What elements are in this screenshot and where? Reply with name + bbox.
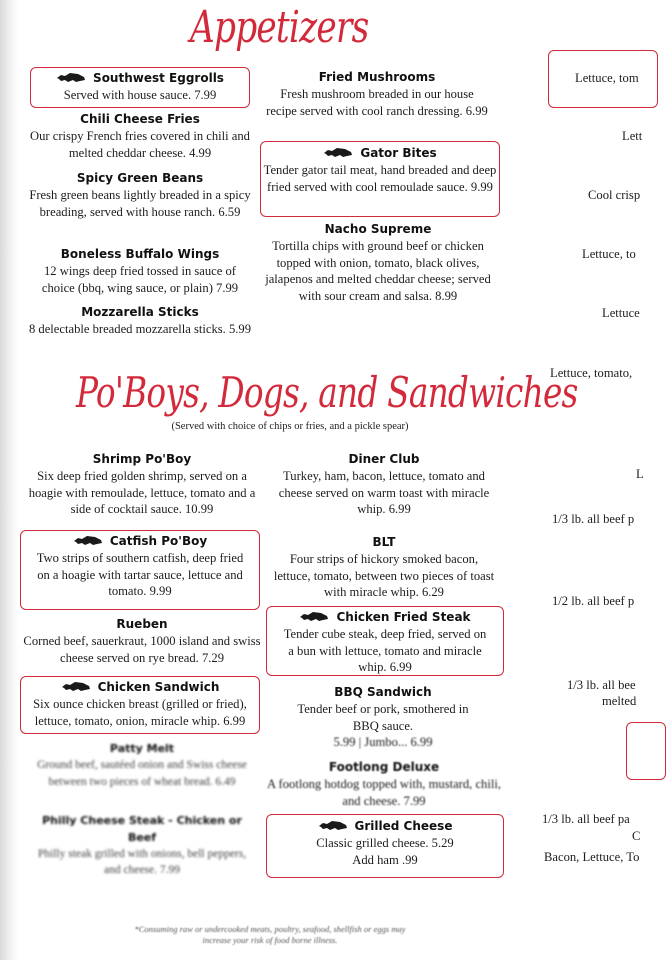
cropped-text-line: 1/3 lb. all beef p: [552, 512, 635, 526]
sandwiches-heading: Po'Boys, Dogs, and Sandwiches: [76, 368, 578, 417]
menu-item-spicy-green-beans: [28, 170, 252, 220]
cropped-text-line: melted: [602, 694, 637, 708]
item-name: Chicken Fried Steak: [336, 610, 471, 624]
menu-item-chicken-fried-steak: [266, 606, 504, 676]
item-name: Boneless Buffalo Wings: [60, 247, 220, 261]
menu-item-southwest-eggrolls: [30, 67, 250, 108]
menu-item-footlong-deluxe: [266, 759, 502, 809]
item-desc: Tender beef or pork, smothered in BBQ sauce.: [297, 702, 469, 733]
item-desc: Turkey, ham, bacon, lettuce, tomato and cheese served on warm toast with miracle whip. 6.99: [278, 469, 490, 516]
item-name: Chili Cheese Fries: [80, 112, 200, 126]
menu-item-rueben: [22, 616, 262, 666]
razorback-hog-icon: [73, 535, 103, 546]
item-name: Grilled Cheese: [354, 819, 453, 833]
item-desc: Fresh green beans lightly breaded in a spicy breading, served with house ranch. 6.59: [29, 188, 251, 219]
item-name: Fried Mushrooms: [318, 70, 436, 84]
item-name: Shrimp Po'Boy: [92, 452, 192, 466]
cropped-text-line: L: [636, 467, 644, 481]
item-name: Diner Club: [348, 452, 420, 466]
item-name: Footlong Deluxe: [328, 760, 440, 774]
cropped-text-line: Cool crisp: [588, 188, 641, 202]
menu-item-blt: [272, 534, 496, 601]
item-name: Spicy Green Beans: [76, 171, 204, 185]
menu-item-catfish-poboy: [20, 530, 260, 610]
item-name: Chicken Sandwich: [97, 680, 220, 694]
cropped-text-line: 1/2 lb. all beef p: [552, 594, 635, 608]
item-name: Philly Cheese Steak - Chicken or Beef: [42, 814, 242, 844]
item-desc: Fresh mushroom breaded in our house recipe served with cool ranch dressing. 6.99: [266, 87, 488, 118]
item-desc: Two strips of southern catfish, deep fried on a hoagie with tartar sauce, lettuce and tomato. 9.99: [36, 551, 244, 598]
item-desc: Four strips of hickory smoked bacon, lettuce, tomato, between two pieces of toast with miracle whip. 6.29: [273, 552, 495, 599]
item-desc: 12 wings deep fried tossed in sauce of choice (bbq, wing sauce, or plain) 7.99: [41, 264, 239, 295]
item-desc: 8 delectable breaded mozzarella sticks. 5.99: [28, 322, 252, 336]
item-desc: Philly steak grilled with onions, bell peppers, and cheese. 7.99: [37, 848, 247, 876]
menu-item-grilled-cheese: [266, 814, 504, 878]
menu-item-diner-club: [272, 451, 496, 518]
menu-item-chicken-sandwich: [20, 676, 260, 734]
menu-item-philly-cheese-steak: [34, 812, 250, 878]
razorback-hog-icon: [318, 820, 348, 831]
cropped-text-line: C: [632, 829, 641, 843]
cropped-text-line: Lettuce, tomato,: [550, 366, 633, 380]
menu-item-bbq-sandwich: [290, 684, 476, 751]
item-desc: Tender cube steak, deep fried, served on a bun with lettuce, tomato and miracle whip. 6.99: [283, 627, 487, 674]
cropped-text-line: Lettuce, to: [582, 247, 636, 261]
menu-item-nacho-supreme: [264, 221, 492, 304]
item-desc: Classic grilled cheese. 5.29: [316, 836, 454, 850]
item-desc: Corned beef, sauerkraut, 1000 island and swiss cheese served on rye bread. 7.29: [23, 634, 261, 665]
item-name: Catfish Po'Boy: [109, 534, 208, 548]
cropped-text-line: Lettuce, tom: [575, 71, 639, 85]
razorback-hog-icon: [323, 147, 353, 158]
consumption-warning-footnote: *Consuming raw or undercooked meats, poultry, seafood, shellfish or eggs may increase your risk of food borne illness.: [134, 924, 406, 945]
item-name: Southwest Eggrolls: [93, 71, 224, 85]
item-name: Rueben: [116, 617, 168, 631]
razorback-hog-icon: [299, 611, 329, 622]
menu-item-boneless-buffalo-wings: [28, 246, 252, 296]
item-desc: Our crispy French fries covered in chili and melted cheddar cheese. 4.99: [30, 129, 250, 160]
item-desc: Tortilla chips with ground beef or chicken topped with onion, tomato, black olives, jalapenos and melted cheddar cheese; served with sour cream and salsa. 8.99: [265, 239, 491, 303]
menu-item-fried-mushrooms: [266, 69, 488, 119]
item-price: 5.99 | Jumbo... 6.99: [333, 735, 433, 749]
item-desc: Ground beef, sautéed onion and Swiss cheese between two pieces of wheat bread. 6.49: [37, 759, 247, 788]
featured-box: [626, 722, 666, 780]
item-name: Gator Bites: [360, 146, 437, 160]
item-desc: A footlong hotdog topped with, mustard, chili, and cheese. 7.99: [266, 777, 502, 808]
sandwiches-serving-note: (Served with choice of chips or fries, and a pickle spear): [171, 421, 409, 432]
item-desc: Six ounce chicken breast (grilled or fried), lettuce, tomato, onion, miracle whip. 6.99: [33, 697, 247, 728]
cropped-text-line: Lettuce: [602, 306, 640, 320]
menu-item-shrimp-poboy: [24, 451, 260, 518]
item-desc: Served with house sauce. 7.99: [63, 88, 217, 102]
razorback-hog-icon: [56, 72, 86, 83]
item-name: BBQ Sandwich: [334, 685, 432, 699]
razorback-hog-icon: [61, 681, 91, 692]
cropped-text-line: Bacon, Lettuce, To: [544, 850, 640, 864]
menu-item-patty-melt: [34, 740, 250, 791]
appetizers-heading: Appetizers: [190, 2, 369, 53]
cropped-text-line: 1/3 lb. all beef pa: [542, 812, 630, 826]
cropped-text-line: 1/3 lb. all bee: [567, 678, 636, 692]
menu-item-gator-bites: [260, 141, 500, 217]
cropped-text-line: Lett: [622, 129, 643, 143]
menu-item-chili-cheese-fries: [30, 111, 250, 161]
item-desc: Six deep fried golden shrimp, served on a hoagie with remoulade, lettuce, tomato and a side of cocktail sauce. 10.99: [28, 469, 256, 516]
cropped-right-column: [540, 0, 644, 960]
item-extra: Add ham .99: [352, 852, 418, 867]
page-edge-shadow: [0, 0, 18, 960]
item-desc: Tender gator tail meat, hand breaded and deep fried served with cool remoulade sauce. 9.99: [263, 163, 497, 194]
item-name: Nacho Supreme: [324, 222, 432, 236]
item-name: Mozzarella Sticks: [81, 305, 199, 319]
menu-item-mozzarella-sticks: [22, 304, 258, 338]
item-name: BLT: [372, 535, 396, 549]
item-name: Patty Melt: [109, 742, 175, 755]
